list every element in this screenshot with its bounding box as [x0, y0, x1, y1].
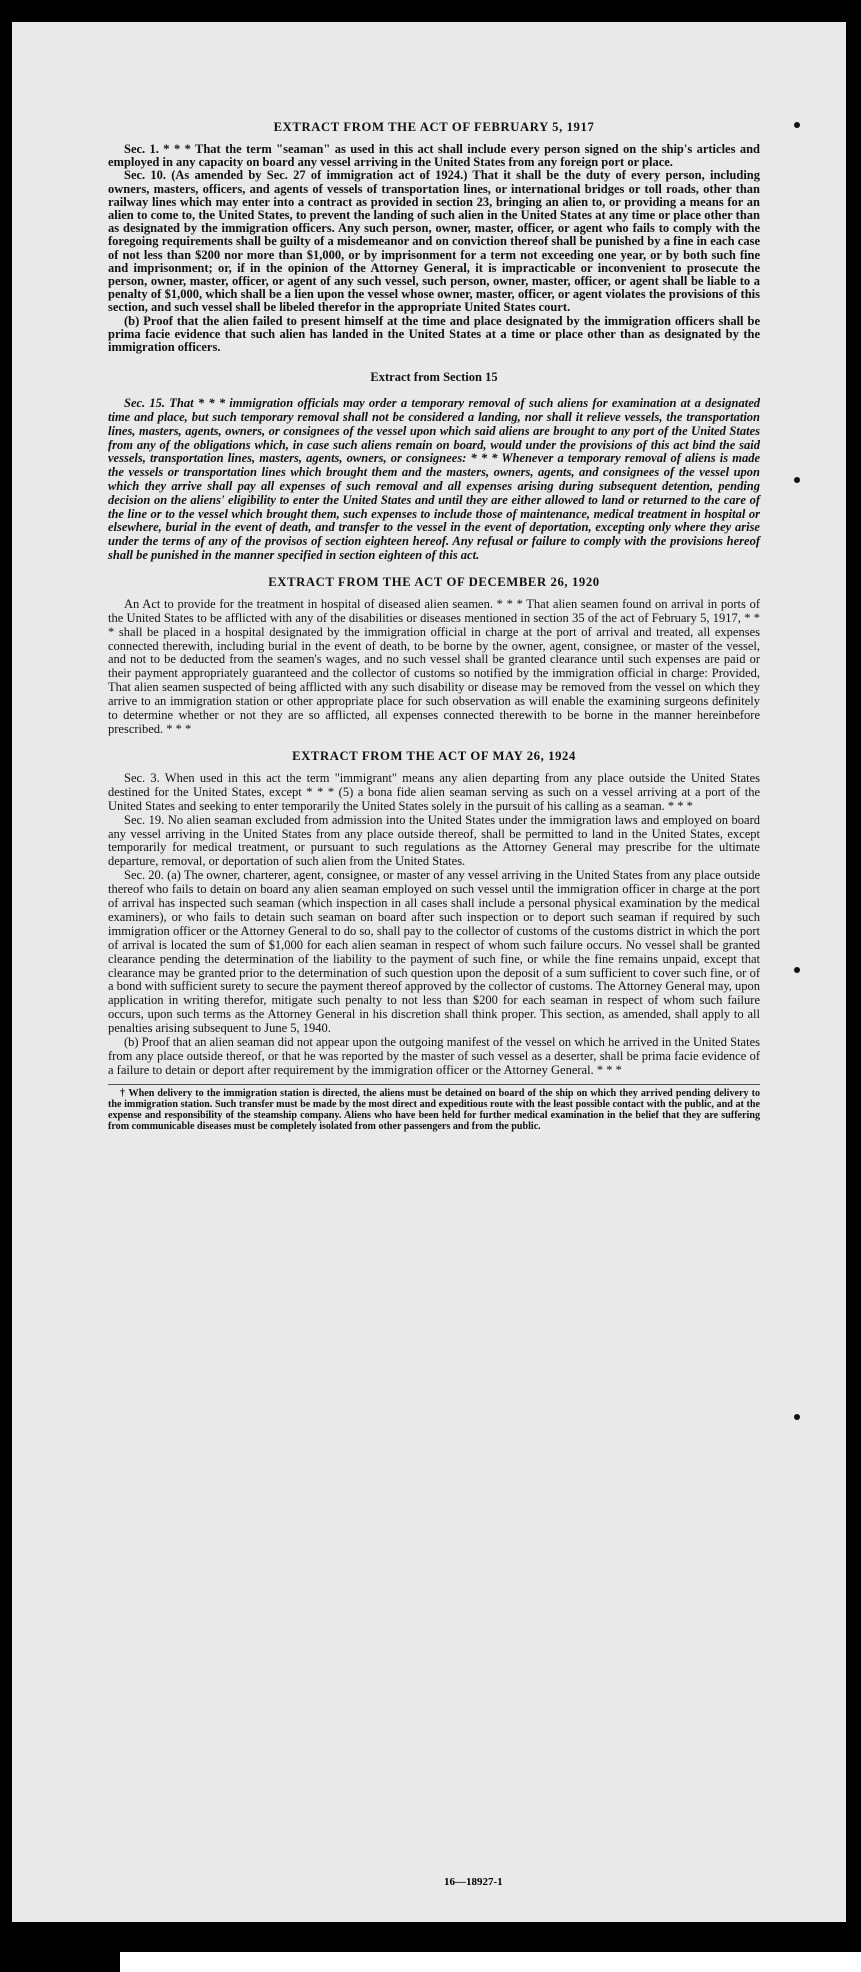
margin-mark	[794, 1414, 800, 1420]
footnote: † When delivery to the immigration station is directed, the aliens must be detained on board of the ship on which they arrived pending delivery to the immigration station. Such transfer must be made by the most direct and expeditious route with the least possible contact with the public, and at the expense and responsibility of the steamship company. Aliens who have been held for further medical examination in the belief that they are suffering from communicable diseases must be completely isolated from other passengers and from the public.	[108, 1087, 760, 1132]
paragraph-sec-1: Sec. 1. * * * That the term "seaman" as used in this act shall include every person signed on the ship's articles and employed in any capacity on board any vessel arriving in the United States from any foreign port or place.	[108, 142, 760, 170]
margin-mark	[794, 477, 800, 483]
scan-edge	[120, 1952, 861, 1972]
document-body	[108, 120, 760, 1132]
heading-act-1920: EXTRACT FROM THE ACT OF DECEMBER 26, 1920	[268, 574, 600, 589]
paragraph-sec-15: Sec. 15. That * * * immigration officials may order a temporary removal of such aliens for examination at a designated time and place, but such temporary removal shall not be considered a landing, nor shall it relieve vessels, the transportation lines, masters, agents, owners, or consignees of the vessel upon which said aliens are brought to any port of the United States from any of the obligations which, in case such aliens remain on board, would under the provisions of this act bind the said vessels, transportation lines, masters, agents, owners, or consignees: * * * Whenever a temporary removal of aliens is made the vessels or transportation lines which brought them and the masters, owners, agents, and consignees of the vessel upon which they arrive shall pay all expenses of such removal and all expenses arising during subsequent detention, pending decision on the aliens' eligibility to enter the United States and until they are either allowed to land or returned to the care of the line or to the vessel which brought them, such expenses to include those of maintenance, medical treatment in hospital or elsewhere, burial in the event of death, and transfer to the vessel in the event of deportation, excepting only where they arise under the terms of any of the provisos of section eighteen hereof. Any refusal or failure to comply with the provisions hereof shall be punished in the manner specified in section eighteen of this act.	[108, 396, 760, 563]
margin-mark	[794, 967, 800, 973]
paragraph-act-1920: An Act to provide for the treatment in hospital of diseased alien seamen. * * * That alien seamen found on arrival in ports of the United States to be afflicted with any of the disabilities or diseases mentioned in section 35 of the act of February 5, 1917, * * * shall be placed in a hospital designated by the immigration official in charge at the port of arrival and treated, all expenses connected therewith, including burial in the event of death, to be borne by the owner, agent, consignee, or master of the vessel, and not to be deducted from the seamen's wages, and no such vessel shall be granted clearance until such expenses are paid or their payment appropriately guaranteed and the collector of customs so notified by the immigration official in charge: Provided, That alien seamen suspected of being afflicted with any such disability or disease may be removed from the vessel on which they arrive to an immigration station or other appropriate place for such observation as will enable the examining surgeons definitely to determine whether or not they are so afflicted, all expenses connected therewith to be borne in the manner hereinbefore prescribed. * * *	[108, 596, 760, 736]
document-page	[12, 22, 846, 1922]
paragraph-sec-3: Sec. 3. When used in this act the term "immigrant" means any alien departing from any place outside the United States destined for the United States, except * * * (5) a bona fide alien seaman serving as such on a vessel arriving at a port of the United States and seeking to enter temporarily the United States solely in the pursuit of his calling as a seaman. * * *	[108, 770, 760, 813]
paragraph-sec-10b: (b) Proof that the alien failed to present himself at the time and place designated by the immigration officers shall be prima facie evidence that such alien has landed in the United States at a time or place other than as designated by the immigration officers.	[108, 313, 760, 355]
footnote-divider	[108, 1084, 760, 1085]
paragraph-sec-20b: (b) Proof that an alien seaman did not appear upon the outgoing manifest of the vessel on which he arrived in the United States from any place outside thereof, or that he was reported by the master of such vessel as a deserter, shall be prima facie evidence of a failure to detain or deport after requirement by the immigration officer or the Attorney General. * * *	[108, 1035, 760, 1077]
paragraph-sec-10: Sec. 10. (As amended by Sec. 27 of immigration act of 1924.) That it shall be the duty of every person, including owners, masters, officers, and agents of vessels of transportation lines, or international bridges or toll roads, other than railway lines which may enter into a contract as provided in section 23, bringing an alien to, or providing a means for an alien to come to, the United States, to prevent the landing of such alien in the United States at any time or place other than as designated by the immigration officers. Any such person, owner, master, officer, or agent who fails to comply with the foregoing requirements shall be guilty of a misdemeanor and on conviction thereof shall be punished by a fine in each case of not less than $200 nor more than $1,000, or by imprisonment for a term not exceeding one year, or by both such fine and imprisonment; or, if in the opinion of the Attorney General, it is impracticable or inconvenient to prosecute the person, owner, master, officer, or agent of any such vessel, such person, owner, master, officer, or agent shall be liable to a penalty of $1,000, which shall be a lien upon the vessel whose owner, master, officer, or agent violates the provisions of this section, and such vessel shall be libeled therefor in the appropriate United States court.	[108, 168, 760, 315]
margin-mark	[794, 122, 800, 128]
subheading-section-15: Extract from Section 15	[370, 370, 498, 385]
paragraph-sec-20a: Sec. 20. (a) The owner, charterer, agent, consignee, or master of any vessel arriving in the United States from any place outside thereof who fails to detain on board any alien seaman employed on such vessel until the immigration officer in charge at the port of arrival has inspected such seaman (which inspection in all cases shall include a personal physical examination by the medical examiners), or who fails to detain such seaman on board after such inspection or to deport such seaman if required by such immigration officer or the Attorney General to do so, shall pay to the collector of customs of the customs district in which the port of arrival is located the sum of $1,000 for each alien seaman in respect of whom such failure occurs. No vessel shall be granted clearance pending the determination of the liability to the payment of such fine, or while the fine remains unpaid, except that clearance may be granted prior to the determination of such question upon the deposit of a sum sufficient to cover such fine, or of a bond with sufficient surety to secure the payment thereof approved by the collector of customs. The Attorney General may, upon application in writing therefor, mitigate such penalty to not less than $200 for each seaman in respect of whom such failure occurs, upon such terms as the Attorney General in his discretion shall think proper. This section, as amended, shall apply to all penalties arising subsequent to June 5, 1940.	[108, 868, 761, 1036]
heading-act-1917: EXTRACT FROM THE ACT OF FEBRUARY 5, 1917	[273, 120, 595, 134]
heading-act-1924: EXTRACT FROM THE ACT OF MAY 26, 1924	[292, 748, 576, 763]
paragraph-sec-19: Sec. 19. No alien seaman excluded from admission into the United States under the immigration laws and employed on board any vessel arriving in the United States from any place outside thereof, shall be permitted to land in the United States, except temporarily for medical treatment, or pursuant to such regulations as the Attorney General may prescribe for the ultimate departure, removal, or deportation of such alien from the United States.	[108, 812, 760, 869]
form-number: 16—18927-1	[444, 1876, 503, 1888]
